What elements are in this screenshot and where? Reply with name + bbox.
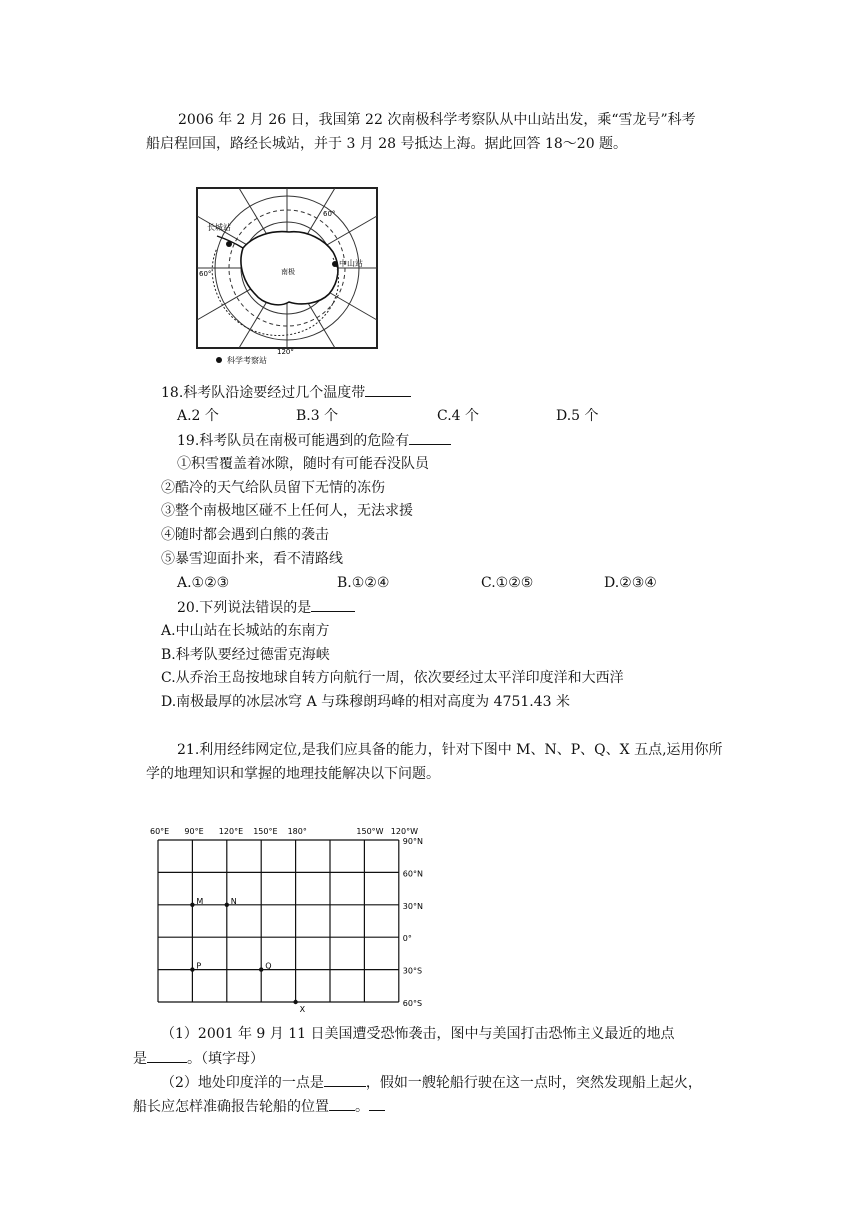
q21-line-2: 学的地理知识和掌握的地理技能解决以下问题。 bbox=[146, 766, 440, 782]
q19-stem: 19.科考队员在南极可能遇到的危险有 bbox=[177, 430, 451, 451]
grid-point-label-m: M bbox=[196, 896, 204, 906]
q19-item-5: ⑤暴雪迎面扑来，看不清路线 bbox=[161, 551, 343, 567]
q19-item-3: ③整个南极地区碰不上任何人，无法求援 bbox=[161, 503, 413, 519]
q20-answer-blank[interactable] bbox=[311, 597, 355, 612]
lon60-label: 60° bbox=[199, 270, 212, 278]
q18-option-a: A.2 个 bbox=[177, 408, 219, 424]
lat60-label: 60° bbox=[323, 210, 336, 218]
q19-option-a: A.①②③ bbox=[177, 575, 230, 591]
q19-option-b: B.①②④ bbox=[337, 575, 390, 591]
grid-top-label: 150°W bbox=[356, 827, 384, 836]
q18-option-d: D.5 个 bbox=[556, 408, 599, 424]
grid-right-label: 60°S bbox=[402, 999, 423, 1008]
legend-label: 科学考察站 bbox=[227, 356, 267, 365]
intro-line-2: 船启程回国，路经长城站，并于 3 月 28 号抵达上海。据此回答 18～20 题。 bbox=[146, 136, 628, 152]
q20-option-b: B.科考队要经过德雷克海峡 bbox=[161, 647, 330, 663]
q19-item-4: ④随时都会遇到白熊的袭击 bbox=[161, 527, 329, 543]
q18-answer-blank[interactable] bbox=[365, 382, 411, 397]
grid-point-m bbox=[190, 903, 194, 907]
grid-point-q bbox=[259, 967, 263, 971]
grid-point-label-q: Q bbox=[265, 961, 272, 971]
q19-item-1: ①积雪覆盖着冰隙，随时有可能吞没队员 bbox=[177, 456, 429, 472]
grid-top-label: 180° bbox=[287, 827, 307, 836]
q21-sub2-answer-blank-2[interactable] bbox=[329, 1096, 355, 1111]
zhongshan-station-dot bbox=[332, 261, 338, 267]
lon120-label: 120° bbox=[277, 348, 294, 356]
grid-top-label: 90°E bbox=[184, 827, 204, 836]
lat-lon-grid-map bbox=[150, 822, 423, 1014]
grid-top-label: 60°E bbox=[150, 827, 170, 836]
grid-right-label: 30°S bbox=[402, 966, 423, 976]
great-wall-label: 长城站 bbox=[207, 223, 231, 232]
grid-top-label: 150°E bbox=[253, 827, 278, 836]
grid-point-n bbox=[225, 903, 229, 907]
q21-sub2-trailing-blank bbox=[369, 1096, 385, 1111]
q19-answer-blank[interactable] bbox=[409, 430, 451, 445]
q18-option-b: B.3 个 bbox=[296, 408, 339, 424]
grid-right-label: 60°N bbox=[402, 869, 423, 879]
q18-stem: 18.科考队沿途要经过几个温度带 bbox=[161, 382, 411, 403]
q21-sub2-line-1: （2）地处印度洋的一点是 ，假如一艘轮船行驶在这一点时，突然发现船上起火， bbox=[161, 1072, 702, 1093]
grid-right-label: 30°N bbox=[402, 901, 423, 911]
antarctic-map bbox=[193, 186, 381, 366]
grid-top-label: 120°W bbox=[390, 827, 418, 836]
q20-stem: 20.下列说法错误的是 bbox=[177, 597, 355, 618]
q20-option-c: C.从乔治王岛按地球自转方向航行一周，依次要经过太平洋印度洋和大西洋 bbox=[161, 670, 624, 686]
grid-point-label-n: N bbox=[230, 896, 237, 906]
grid-point-label-x: X bbox=[299, 1005, 306, 1014]
grid-point-x bbox=[293, 1000, 297, 1004]
q21-sub1-answer-blank[interactable] bbox=[147, 1048, 187, 1063]
q21-sub1-line-1: （1）2001 年 9 月 11 日美国遭受恐怖袭击，图中与美国打击恐怖主义最近的地点 bbox=[161, 1026, 675, 1042]
grid-point-p bbox=[190, 967, 194, 971]
grid-point-label-p: P bbox=[196, 961, 202, 971]
grid-top-label: 120°E bbox=[218, 827, 244, 836]
intro-line-1: 2006 年 2 月 26 日，我国第 22 次南极科学考察队从中山站出发，乘“雪龙号”科考 bbox=[178, 112, 696, 128]
q18-option-c: C.4 个 bbox=[437, 408, 480, 424]
grid-right-label: 0° bbox=[402, 934, 412, 944]
q21-line-1: 21.利用经纬网定位,是我们应具备的能力，针对下图中 M、N、P、Q、X 五点,运用你所 bbox=[177, 742, 723, 758]
q19-option-c: C.①②⑤ bbox=[481, 575, 534, 591]
q19-option-d: D.②③④ bbox=[604, 575, 657, 591]
grid-right-label: 90°N bbox=[402, 837, 423, 846]
q19-item-2: ②酷冷的天气给队员留下无情的冻伤 bbox=[161, 480, 385, 496]
q21-sub1-line-2: 是 。（填字母） bbox=[133, 1048, 264, 1069]
q20-option-a: A.中山站在长城站的东南方 bbox=[161, 623, 330, 639]
great-wall-station-dot bbox=[226, 241, 232, 247]
q20-option-d: D.南极最厚的冰层冰穹 A 与珠穆朗玛峰的相对高度为 4751.43 米 bbox=[161, 694, 570, 710]
pole-label: 南极 bbox=[281, 268, 295, 276]
q21-sub2-line-2: 船长应怎样准确报告轮船的位置 。 bbox=[133, 1096, 385, 1117]
zhongshan-label: 中山站 bbox=[339, 259, 363, 268]
q21-sub2-answer-blank-1[interactable] bbox=[324, 1072, 366, 1087]
